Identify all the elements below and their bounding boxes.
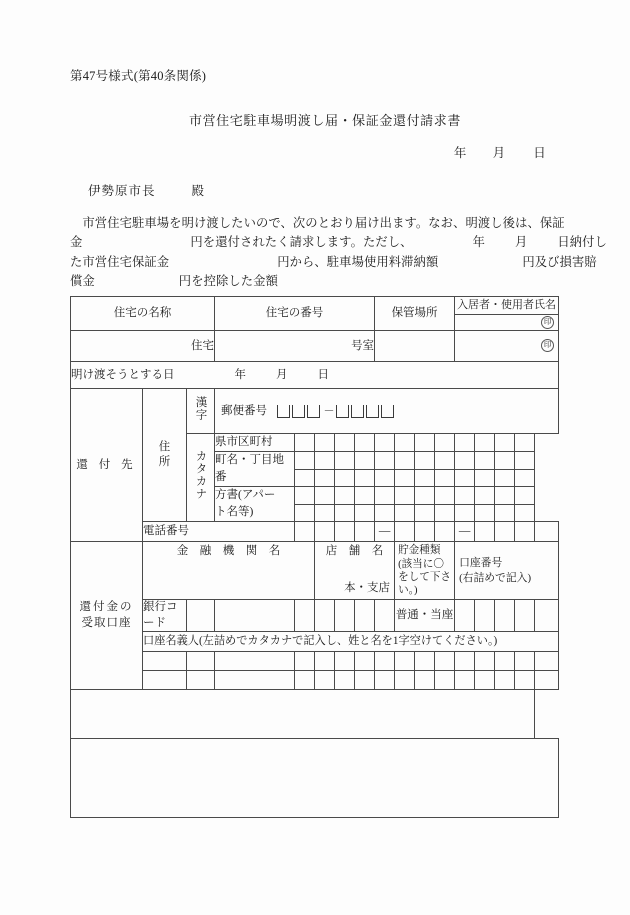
addr-cell[interactable] bbox=[455, 487, 475, 505]
account-number-cell[interactable] bbox=[455, 600, 475, 632]
bank-code-cell[interactable] bbox=[187, 600, 215, 632]
holder-cell[interactable] bbox=[535, 671, 559, 690]
main-form-table bbox=[70, 296, 559, 818]
holder-cell[interactable] bbox=[315, 671, 335, 690]
header-branch-name: 店 舗 名 bbox=[315, 542, 395, 561]
table-row-zip[interactable] bbox=[71, 389, 559, 434]
branch-code-cell[interactable] bbox=[335, 600, 355, 632]
refund-account-label-line1: 還付金の bbox=[79, 601, 134, 614]
holder-cell[interactable] bbox=[415, 671, 435, 690]
body-line2-month: 月 bbox=[514, 235, 528, 250]
addr-cell[interactable] bbox=[395, 452, 415, 470]
addr-cell[interactable] bbox=[335, 469, 355, 487]
issue-date-line bbox=[0, 143, 558, 161]
addr-cell[interactable] bbox=[375, 487, 395, 505]
addr-cell[interactable] bbox=[495, 504, 515, 522]
addr-cell[interactable] bbox=[435, 452, 455, 470]
zip-label: 郵便番号 bbox=[221, 404, 267, 417]
zip-box-4[interactable] bbox=[336, 405, 349, 418]
body-line2-b: 円を還付されたく請求します。ただし、 bbox=[190, 235, 413, 250]
holder-label: 口座名義人(左詰めでカタカナで記入し、姓と名を1字空けてください。) bbox=[143, 632, 559, 652]
table-row-holder-label bbox=[71, 632, 559, 652]
addr-cell[interactable] bbox=[335, 487, 355, 505]
addr-cell[interactable] bbox=[315, 504, 335, 522]
holder-cell[interactable] bbox=[187, 652, 215, 671]
holder-cell[interactable] bbox=[435, 671, 455, 690]
refund-account-label-line2: 受取口座 bbox=[81, 616, 132, 629]
katakana-label: カタカナ bbox=[187, 434, 215, 522]
addr-cell[interactable] bbox=[455, 452, 475, 470]
holder-cell[interactable] bbox=[355, 671, 375, 690]
body-line2-c: 日納付し bbox=[557, 235, 607, 250]
date-day-label: 日 bbox=[533, 146, 546, 160]
table-row-holder-grid-1[interactable] bbox=[71, 652, 559, 671]
addr-cell[interactable] bbox=[355, 434, 375, 452]
addr-cell[interactable] bbox=[435, 487, 455, 505]
zip-box-3[interactable] bbox=[307, 405, 320, 418]
document-title: 市営住宅駐車場明渡し届・保証金還付請求書 bbox=[188, 113, 461, 128]
addr-cell[interactable] bbox=[475, 487, 495, 505]
holder-cell[interactable] bbox=[415, 652, 435, 671]
addr-cell[interactable] bbox=[495, 452, 515, 470]
addr-cell[interactable] bbox=[415, 452, 435, 470]
addr-cell[interactable] bbox=[415, 504, 435, 522]
date-month-label: 月 bbox=[492, 146, 506, 160]
refund-account-label bbox=[71, 542, 143, 690]
addr-cell[interactable] bbox=[395, 469, 415, 487]
header-bank-name: 金 融 機 関 名 bbox=[143, 542, 315, 561]
addr-cell[interactable] bbox=[515, 434, 535, 452]
branch-code-cell[interactable] bbox=[375, 600, 395, 632]
header-housing-number: 住宅の番号 bbox=[215, 297, 375, 331]
phone-label: 電話番号 bbox=[143, 522, 295, 542]
holder-cell[interactable] bbox=[515, 671, 535, 690]
addr-cell[interactable] bbox=[295, 434, 315, 452]
addressee-honorific: 殿 bbox=[191, 184, 205, 198]
phone-cell[interactable] bbox=[435, 522, 455, 542]
header-deposit-type: 貯金種類(該当に〇をして下さい。) bbox=[395, 542, 455, 600]
addr-cell[interactable] bbox=[375, 452, 395, 470]
body-line3-c: 円及び損害賠 bbox=[522, 254, 597, 269]
addr-cell[interactable] bbox=[455, 469, 475, 487]
account-number-cell[interactable] bbox=[495, 600, 515, 632]
vacate-label: 明け渡そうとする日 bbox=[71, 368, 175, 381]
bottom-blank-cell[interactable] bbox=[71, 739, 559, 818]
refund-to-label: 還 付 先 bbox=[71, 389, 143, 542]
holder-cell[interactable] bbox=[435, 652, 455, 671]
phone-cell[interactable] bbox=[335, 522, 355, 542]
addr-cell[interactable] bbox=[355, 469, 375, 487]
phone-cell[interactable] bbox=[415, 522, 435, 542]
holder-cell[interactable] bbox=[455, 652, 475, 671]
vacate-year: 年 bbox=[234, 368, 246, 381]
addr-cell[interactable] bbox=[415, 469, 435, 487]
addr-cell[interactable] bbox=[515, 487, 535, 505]
bank-code-cell[interactable] bbox=[295, 600, 315, 632]
header-resident-name: 入居者・使用者氏名 bbox=[455, 297, 559, 315]
addr-cell[interactable] bbox=[495, 434, 515, 452]
value-bank-name[interactable] bbox=[143, 561, 315, 599]
resident-seal-cell bbox=[455, 314, 559, 331]
table-row-bottom-blank[interactable] bbox=[71, 739, 559, 818]
table-row-bank-code[interactable] bbox=[71, 600, 559, 632]
holder-cell[interactable] bbox=[515, 652, 535, 671]
zip-box-5[interactable] bbox=[351, 405, 364, 418]
sub-label-town-a: 町名・丁目地 bbox=[215, 452, 295, 470]
holder-cell[interactable] bbox=[335, 652, 355, 671]
holder-cell[interactable] bbox=[375, 671, 395, 690]
bank-code-cell[interactable] bbox=[215, 600, 295, 632]
addr-cell[interactable] bbox=[515, 504, 535, 522]
holder-cell[interactable] bbox=[295, 671, 315, 690]
addr-cell[interactable] bbox=[315, 469, 335, 487]
holder-cell[interactable] bbox=[187, 671, 215, 690]
addr-cell[interactable] bbox=[395, 487, 415, 505]
value-housing-number[interactable]: 号室 bbox=[215, 331, 375, 362]
phone-cell[interactable] bbox=[315, 522, 335, 542]
body-line2-year: 年 bbox=[472, 235, 485, 250]
phone-cell[interactable] bbox=[395, 522, 415, 542]
phone-cell[interactable] bbox=[475, 522, 495, 542]
body-line1: 市営住宅駐車場を明け渡したいので、次のとおり届け出ます。なお、明渡し後は、保証 bbox=[82, 216, 565, 230]
addr-cell[interactable] bbox=[315, 487, 335, 505]
sub-label-building-a: 方書(アパー bbox=[215, 487, 295, 505]
zip-box-7[interactable] bbox=[381, 405, 394, 418]
zip-box-2[interactable] bbox=[292, 405, 305, 418]
addr-cell[interactable] bbox=[295, 487, 315, 505]
table-row-bank-header bbox=[71, 542, 559, 561]
addr-cell[interactable] bbox=[375, 469, 395, 487]
holder-cell[interactable] bbox=[475, 652, 495, 671]
table-row-holder-grid-2[interactable] bbox=[71, 671, 559, 690]
addr-cell[interactable] bbox=[475, 469, 495, 487]
zip-dash: － bbox=[323, 404, 335, 417]
holder-cell[interactable] bbox=[295, 652, 315, 671]
table-row-values[interactable] bbox=[71, 331, 559, 362]
account-number-cell[interactable] bbox=[475, 600, 495, 632]
bank-code-label: 銀行コード bbox=[143, 600, 187, 632]
phone-cell[interactable] bbox=[495, 522, 515, 542]
addr-cell[interactable] bbox=[355, 452, 375, 470]
header-storage-place: 保管場所 bbox=[375, 297, 455, 331]
body-line4-b: 円を控除した金額 bbox=[178, 274, 278, 289]
phone-cell[interactable] bbox=[515, 522, 535, 542]
account-number-cell[interactable] bbox=[515, 600, 535, 632]
holder-cell[interactable] bbox=[315, 652, 335, 671]
addr-cell[interactable] bbox=[515, 469, 535, 487]
seal-icon: 印 bbox=[541, 339, 554, 352]
addressee-name: 伊勢原市長 bbox=[88, 184, 156, 198]
addr-cell[interactable] bbox=[395, 504, 415, 522]
account-number-label-line1: 口座番号 bbox=[459, 557, 503, 570]
account-number-label-line2: (右詰めで記入) bbox=[459, 571, 532, 584]
addr-cell[interactable] bbox=[335, 434, 355, 452]
value-housing-name[interactable]: 住宅 bbox=[71, 331, 215, 362]
addr-cell[interactable] bbox=[335, 504, 355, 522]
body-paragraph bbox=[70, 214, 607, 292]
vacate-date-cell[interactable] bbox=[71, 362, 559, 389]
phone-dash-1: — bbox=[375, 522, 395, 542]
holder-cell[interactable] bbox=[495, 671, 515, 690]
holder-cell[interactable] bbox=[375, 652, 395, 671]
sub-label-town-b: 番 bbox=[215, 469, 295, 487]
seal-icon: 印 bbox=[541, 316, 554, 329]
holder-cell[interactable] bbox=[335, 671, 355, 690]
body-line2-a: 金 bbox=[70, 235, 83, 250]
kanji-label: 漢字 bbox=[187, 389, 215, 434]
holder-cell[interactable] bbox=[395, 652, 415, 671]
addr-cell[interactable] bbox=[335, 452, 355, 470]
vacate-day: 日 bbox=[317, 368, 329, 381]
account-number-cell[interactable] bbox=[535, 600, 559, 632]
holder-cell[interactable] bbox=[215, 652, 295, 671]
zip-box-6[interactable] bbox=[366, 405, 379, 418]
body-line3-b: 円から、駐車場使用料滞納額 bbox=[277, 254, 439, 269]
header-housing-name: 住宅の名称 bbox=[71, 297, 215, 331]
holder-cell[interactable] bbox=[143, 652, 187, 671]
holder-cell[interactable] bbox=[535, 652, 559, 671]
value-resident-name[interactable] bbox=[455, 331, 559, 362]
addr-cell[interactable] bbox=[375, 504, 395, 522]
holder-cell[interactable] bbox=[455, 671, 475, 690]
addr-cell[interactable] bbox=[435, 434, 455, 452]
phone-dash-2: — bbox=[455, 522, 475, 542]
addressee bbox=[88, 181, 204, 199]
addr-cell[interactable] bbox=[495, 487, 515, 505]
phone-cell[interactable] bbox=[295, 522, 315, 542]
holder-cell[interactable] bbox=[143, 671, 187, 690]
addr-cell[interactable] bbox=[495, 469, 515, 487]
table-row-account-blank[interactable] bbox=[71, 690, 559, 739]
zip-box-1[interactable] bbox=[277, 405, 290, 418]
body-line4-a: 償金 bbox=[70, 274, 95, 289]
phone-cell[interactable] bbox=[535, 522, 559, 542]
value-storage-place[interactable] bbox=[375, 331, 455, 362]
phone-cell[interactable] bbox=[355, 522, 375, 542]
addr-cell[interactable] bbox=[295, 452, 315, 470]
deposit-options[interactable]: 普通・当座 bbox=[395, 600, 455, 632]
addr-cell[interactable] bbox=[315, 452, 335, 470]
value-branch-name[interactable]: 本・支店 bbox=[315, 561, 395, 599]
addr-cell[interactable] bbox=[355, 487, 375, 505]
sub-label-pref-city: 県市区町村 bbox=[215, 434, 295, 452]
addr-cell[interactable] bbox=[435, 469, 455, 487]
table-row-vacate-date[interactable] bbox=[71, 362, 559, 389]
addr-cell[interactable] bbox=[395, 434, 415, 452]
address-label: 住 所 bbox=[143, 389, 187, 522]
holder-cell[interactable] bbox=[395, 671, 415, 690]
addr-cell[interactable] bbox=[355, 504, 375, 522]
zip-boxes[interactable] bbox=[215, 401, 558, 423]
date-year-label: 年 bbox=[453, 146, 467, 160]
holder-cell[interactable] bbox=[495, 652, 515, 671]
addr-cell[interactable] bbox=[435, 504, 455, 522]
bank-code-cell[interactable] bbox=[315, 600, 335, 632]
addr-cell[interactable] bbox=[455, 504, 475, 522]
holder-cell[interactable] bbox=[355, 652, 375, 671]
addr-cell[interactable] bbox=[415, 434, 435, 452]
addr-cell[interactable] bbox=[475, 504, 495, 522]
holder-cell[interactable] bbox=[215, 671, 295, 690]
addr-cell[interactable] bbox=[475, 434, 495, 452]
addr-cell[interactable] bbox=[375, 434, 395, 452]
table-row-phone[interactable] bbox=[71, 522, 559, 542]
body-line3-a: た市営住宅保証金 bbox=[70, 254, 170, 269]
addr-cell[interactable] bbox=[315, 434, 335, 452]
header-account-number bbox=[455, 542, 559, 600]
sub-label-building-b: ト名等) bbox=[215, 504, 295, 522]
addr-cell[interactable] bbox=[515, 452, 535, 470]
branch-code-cell[interactable] bbox=[355, 600, 375, 632]
zip-cell[interactable] bbox=[215, 389, 559, 434]
holder-cell[interactable] bbox=[475, 671, 495, 690]
addr-cell[interactable] bbox=[295, 504, 315, 522]
addr-cell[interactable] bbox=[415, 487, 435, 505]
table-row-headers bbox=[71, 297, 559, 315]
addr-cell[interactable] bbox=[295, 469, 315, 487]
addr-cell[interactable] bbox=[455, 434, 475, 452]
addr-cell[interactable] bbox=[475, 452, 495, 470]
vacate-month: 月 bbox=[276, 368, 288, 381]
form-number: 第47号様式(第40条関係) bbox=[70, 69, 207, 83]
account-blank-cell[interactable] bbox=[71, 690, 535, 739]
